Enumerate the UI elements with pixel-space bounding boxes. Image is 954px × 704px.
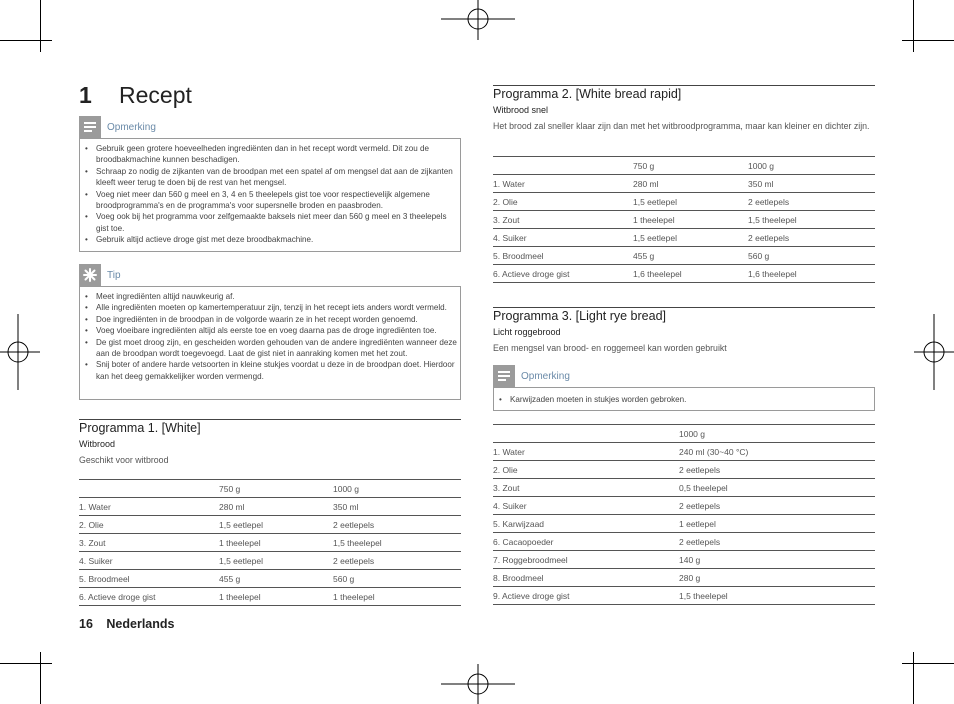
table-cell: 6. Cacaopoeder: [493, 533, 679, 551]
table-cell: 140 g: [679, 551, 875, 569]
chapter-number: 1: [79, 82, 92, 108]
tip-label: Tip: [107, 269, 121, 281]
table-cell: 1,6 theelepel: [748, 265, 875, 283]
table-cell: 1000 g: [679, 425, 875, 443]
table-cell: 560 g: [333, 570, 461, 588]
note-item: • Schraap zo nodig de zijkanten van de broodpan met een spatel af om mengsel dat aan de zijkanten kleeft weer terug te doen bij de rest van het mengsel.: [80, 166, 460, 189]
table-header-row: [79, 480, 461, 498]
program2-table: [493, 156, 875, 283]
table-row: [493, 533, 875, 551]
program1-subtitle: Witbrood: [79, 439, 116, 449]
tip-icon: [79, 264, 101, 286]
note-icon: [493, 365, 515, 387]
note-header: [79, 116, 156, 138]
section-rule: [79, 419, 461, 420]
table-cell: 6. Actieve droge gist: [79, 588, 219, 606]
table-cell: 1,5 eetlepel: [633, 193, 748, 211]
footer-language: Nederlands: [106, 617, 175, 631]
table-cell: 1000 g: [333, 480, 461, 498]
table-cell: 1. Water: [79, 498, 219, 516]
table-cell: 6. Actieve droge gist: [493, 265, 633, 283]
table-row: [493, 211, 875, 229]
table-cell: 4. Suiker: [493, 229, 633, 247]
table-cell: 280 ml: [219, 498, 333, 516]
registration-mark-top: [441, 0, 515, 40]
chapter-title: Recept: [119, 82, 192, 108]
table-row: [493, 551, 875, 569]
tip-item: • Snij boter of andere harde vetsoorten in kleine stukjes voordat u deze in de broodpan doet. Hierdoor kan het deeg gemakkelijker worden vermengd.: [80, 359, 460, 382]
program3-description: Een mengsel van brood- en roggemeel kan worden gebruikt: [493, 343, 727, 353]
page-number: 16: [79, 617, 93, 631]
table-row: [493, 461, 875, 479]
table-cell: 4. Suiker: [79, 552, 219, 570]
program2-description: Het brood zal sneller klaar zijn dan met het witbroodprogramma, maar kan kleiner en dichter zijn.: [493, 121, 870, 131]
table-row: [493, 569, 875, 587]
table-cell: 240 ml (30~40 °C): [679, 443, 875, 461]
table-cell: 1000 g: [748, 157, 875, 175]
section-rule: [493, 307, 875, 308]
note-icon: [79, 116, 101, 138]
table-cell: 2 eetlepels: [748, 193, 875, 211]
table-cell: 2 eetlepels: [748, 229, 875, 247]
registration-mark-bottom: [441, 664, 515, 704]
table-cell: 2 eetlepels: [679, 461, 875, 479]
tip-item: • Meet ingrediënten altijd nauwkeurig af.: [80, 291, 460, 302]
table-cell: 1,5 theelepel: [748, 211, 875, 229]
table-row: [493, 515, 875, 533]
section-rule: [493, 85, 875, 86]
table-cell: 1 theelepel: [219, 588, 333, 606]
table-row: [493, 229, 875, 247]
table-cell: 1 theelepel: [633, 211, 748, 229]
program2-title: Programma 2. [White bread rapid]: [493, 87, 682, 101]
table-cell: 560 g: [748, 247, 875, 265]
note-box: [79, 138, 461, 252]
table-cell: 2 eetlepels: [333, 552, 461, 570]
table-cell: 280 ml: [633, 175, 748, 193]
table-cell: 3. Zout: [493, 211, 633, 229]
table-row: [493, 443, 875, 461]
table-cell: 5. Karwijzaad: [493, 515, 679, 533]
table-cell: 1,5 eetlepel: [633, 229, 748, 247]
table-cell: 1,5 eetlepel: [219, 516, 333, 534]
table-cell: 1,6 theelepel: [633, 265, 748, 283]
table-header-row: [493, 157, 875, 175]
program3-subtitle: Licht roggebrood: [493, 327, 561, 337]
table-row: [493, 265, 875, 283]
note-item: • Karwijzaden moeten in stukjes worden gebroken.: [494, 394, 874, 405]
table-cell: 3. Zout: [493, 479, 679, 497]
table-cell: 750 g: [219, 480, 333, 498]
table-cell: 1 theelepel: [333, 588, 461, 606]
table-cell: [493, 157, 633, 175]
table-cell: 2. Olie: [79, 516, 219, 534]
program3-table: [493, 424, 875, 605]
note-label: Opmerking: [107, 121, 156, 133]
program1-title: Programma 1. [White]: [79, 421, 201, 435]
table-cell: 1 eetlepel: [679, 515, 875, 533]
table-row: [493, 175, 875, 193]
table-cell: 2. Olie: [493, 193, 633, 211]
table-row: [493, 193, 875, 211]
table-row: [79, 534, 461, 552]
table-cell: 0,5 theelepel: [679, 479, 875, 497]
note-label: Opmerking: [521, 370, 570, 382]
table-cell: 5. Broodmeel: [493, 247, 633, 265]
table-row: [79, 570, 461, 588]
table-row: [493, 587, 875, 605]
tip-item: • De gist moet droog zijn, en gescheiden worden gehouden van de andere ingrediënten wanneer deze aan de broodpan wordt toegevoegd. Laat de gist niet in aanraking komen met het zout.: [80, 337, 460, 360]
table-row: [493, 497, 875, 515]
table-header-row: [493, 425, 875, 443]
registration-mark-right: [914, 314, 954, 390]
table-cell: 455 g: [219, 570, 333, 588]
table-cell: 2 eetlepels: [679, 497, 875, 515]
table-cell: 350 ml: [333, 498, 461, 516]
table-row: [79, 588, 461, 606]
table-cell: 4. Suiker: [493, 497, 679, 515]
table-cell: [493, 425, 679, 443]
table-cell: 8. Broodmeel: [493, 569, 679, 587]
table-row: [493, 479, 875, 497]
note-item: • Gebruik altijd actieve droge gist met deze broodbakmachine.: [80, 234, 460, 245]
table-cell: 350 ml: [748, 175, 875, 193]
tip-box: [79, 286, 461, 400]
note-item: • Voeg niet meer dan 560 g meel en 3, 4 en 5 theelepels gist toe voor respectievelijk algemene broodprogramma's en de programma's voor supersnelle broden en paasbroden.: [80, 189, 460, 212]
table-cell: 2 eetlepels: [333, 516, 461, 534]
table-cell: [79, 480, 219, 498]
table-cell: 5. Broodmeel: [79, 570, 219, 588]
table-cell: 7. Roggebroodmeel: [493, 551, 679, 569]
program1-description: Geschikt voor witbrood: [79, 455, 169, 465]
table-cell: 1. Water: [493, 443, 679, 461]
program2-subtitle: Witbrood snel: [493, 105, 549, 115]
program1-table: [79, 479, 461, 606]
page-footer: [79, 617, 184, 631]
table-row: [79, 552, 461, 570]
note-item: • Voeg ook bij het programma voor zelfgemaakte baksels niet meer dan 560 g meel en 3 theelepels gist toe.: [80, 211, 460, 234]
table-cell: 1,5 theelepel: [679, 587, 875, 605]
table-row: [79, 516, 461, 534]
registration-mark-left: [0, 314, 40, 390]
tip-header: [79, 264, 121, 286]
table-cell: 2 eetlepels: [679, 533, 875, 551]
tip-item: • Doe ingrediënten in de broodpan in de volgorde waarin ze in het recept worden genoemd.: [80, 314, 460, 325]
table-cell: 3. Zout: [79, 534, 219, 552]
table-cell: 455 g: [633, 247, 748, 265]
tip-item: • Alle ingrediënten moeten op kamertemperatuur zijn, tenzij in het recept iets anders wordt vermeld.: [80, 302, 460, 313]
table-cell: 280 g: [679, 569, 875, 587]
program3-title: Programma 3. [Light rye bread]: [493, 309, 666, 323]
program3-note-box: [493, 387, 875, 411]
tip-item: • Voeg vloeibare ingrediënten altijd als eerste toe en voeg daarna pas de droge ingrediënten toe.: [80, 325, 460, 336]
table-cell: 1. Water: [493, 175, 633, 193]
program3-note-header: [493, 365, 570, 387]
table-cell: 750 g: [633, 157, 748, 175]
table-cell: 1,5 eetlepel: [219, 552, 333, 570]
table-cell: 1 theelepel: [219, 534, 333, 552]
table-cell: 2. Olie: [493, 461, 679, 479]
table-cell: 9. Actieve droge gist: [493, 587, 679, 605]
note-item: • Gebruik geen grotere hoeveelheden ingrediënten dan in het recept wordt vermeld. Dit zou de broodbakmachine kunnen beschadigen.: [80, 143, 460, 166]
table-row: [79, 498, 461, 516]
table-row: [493, 247, 875, 265]
table-cell: 1,5 theelepel: [333, 534, 461, 552]
